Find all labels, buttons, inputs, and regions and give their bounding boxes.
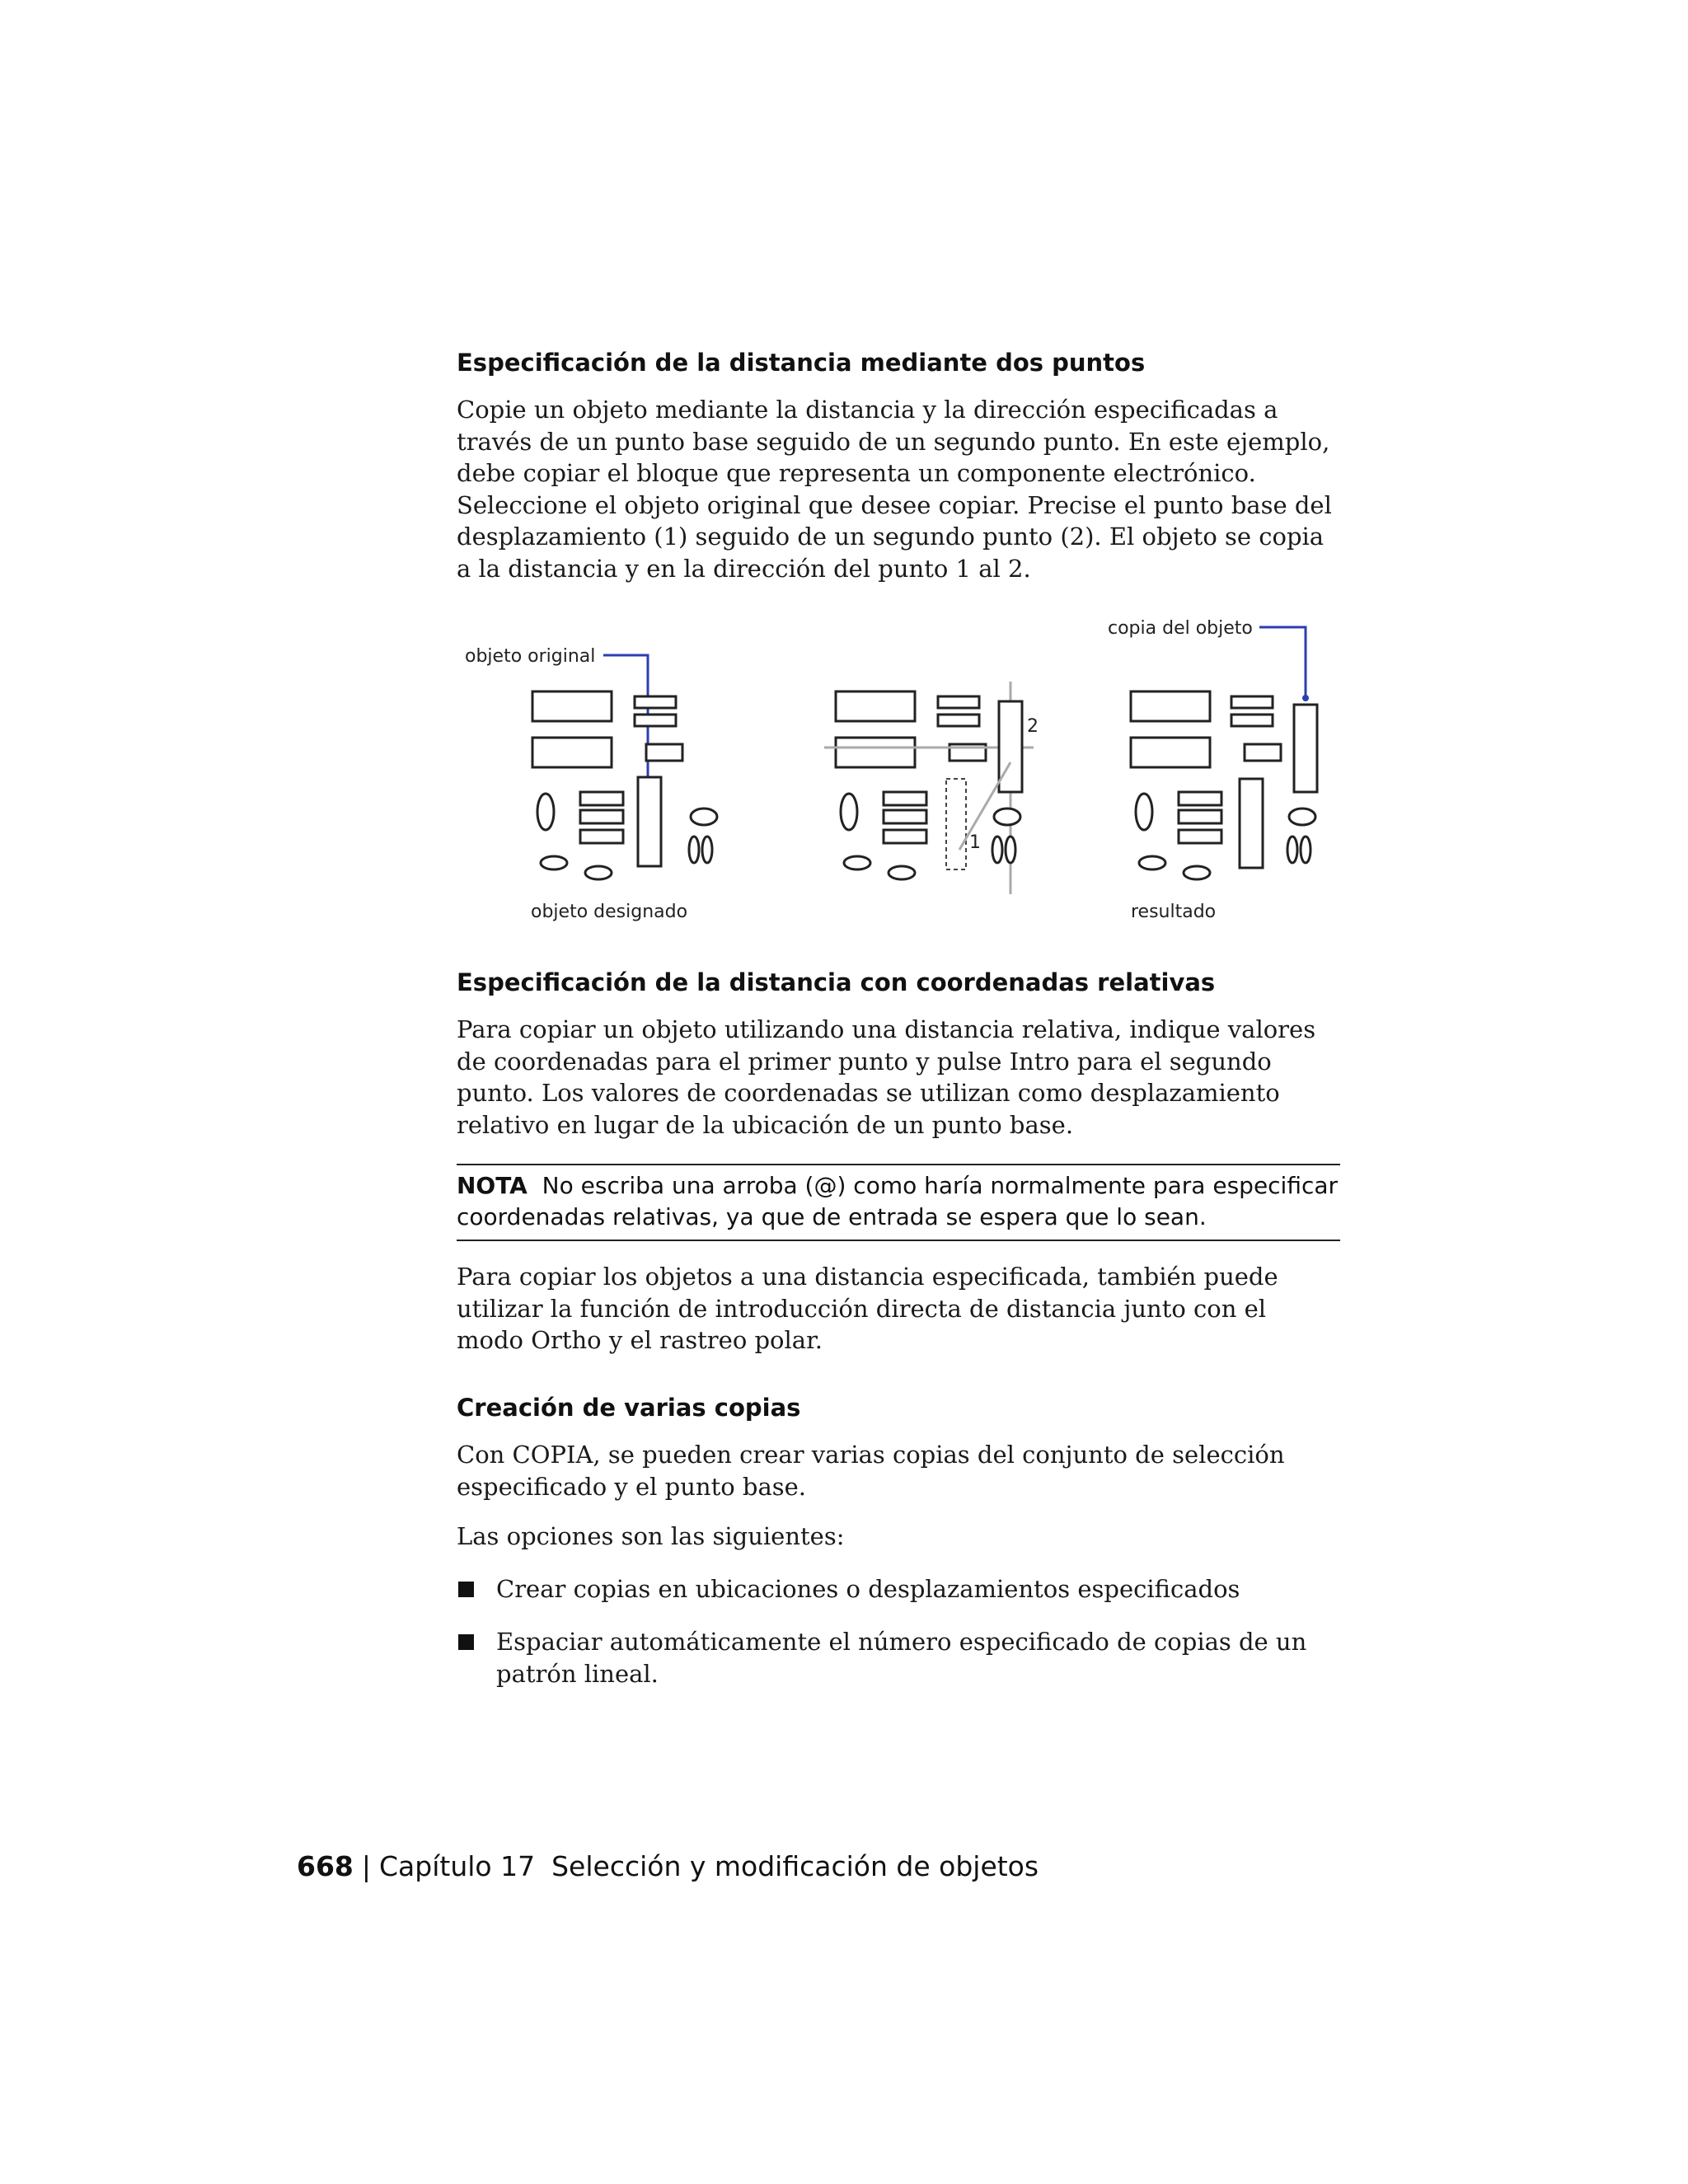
paragraph-direct-distance: Para copiar los objetos a una distancia especificada, también puede utilizar la función de introducción directa de distancia junto con el modo Ortho y el rastreo polar. <box>457 1263 1278 1354</box>
note-label: NOTA <box>457 1172 528 1199</box>
paragraph-relative-coords: Para copiar un objeto utilizando una distancia relativa, indique valores de coordenadas para el primer punto y pulse Intro para el segundo punto. Los valores de coordenadas se utilizan como desplazamiento relativo en lugar de la ubicación de un punto base. <box>457 1015 1316 1139</box>
section-heading-multiple-copies: Creación de varias copias <box>457 1394 801 1422</box>
footer-separator: | <box>361 1850 372 1882</box>
chapter-number: Capítulo 17 <box>379 1850 536 1882</box>
note-bottom-rule <box>457 1240 1340 1241</box>
note-box <box>457 1170 1340 1233</box>
options-intro: Las opciones son las siguientes: <box>457 1522 845 1550</box>
bullet-square-icon <box>458 1582 474 1597</box>
label-point-2: 2 <box>1027 716 1039 737</box>
bullet-item: Crear copias en ubicaciones o desplazamientos especificados <box>496 1575 1240 1603</box>
label-objeto-original: objeto original <box>465 646 596 667</box>
section-heading-relative-coords: Especificación de la distancia con coordenadas relativas <box>457 968 1216 996</box>
panel-result <box>1108 618 1317 922</box>
page-number: 668 <box>297 1850 354 1882</box>
label-objeto-designado: objeto designado <box>531 902 688 922</box>
bullet-item: Espaciar automáticamente el número especificado de copias de un patrón lineal. <box>496 1628 1307 1688</box>
note-text: No escriba una arroba (@) como haría normalmente para especificar coordenadas relativas, ya que de entrada se espera que lo sean. <box>457 1172 1339 1230</box>
panel-points <box>824 682 1039 894</box>
copy-distance-figure <box>457 606 1340 935</box>
paragraph-multiple-copies: Con COPIA, se pueden crear varias copias del conjunto de selección especificado y el punto base. <box>457 1441 1285 1501</box>
note-top-rule <box>457 1164 1340 1165</box>
paragraph-two-points: Copie un objeto mediante la distancia y la dirección especificadas a través de un punto base seguido de un segundo punto. En este ejemplo, debe copiar el bloque que representa un componente electrónico. Seleccione el objeto original que desee copiar. Precise el punto base del desplazamiento (1) seguido de un segundo punto (2). El objeto se copia a la distancia y en la dirección del punto 1 al 2. <box>457 396 1332 583</box>
label-copia-del-objeto: copia del objeto <box>1108 618 1253 639</box>
page-footer <box>297 1850 1039 1883</box>
label-point-1: 1 <box>969 832 981 853</box>
panel-original <box>465 646 717 922</box>
bullet-square-icon <box>458 1634 474 1650</box>
label-resultado: resultado <box>1131 902 1217 922</box>
section-heading-two-points: Especificación de la distancia mediante dos puntos <box>457 349 1146 377</box>
chapter-title: Selección y modificación de objetos <box>551 1850 1039 1882</box>
